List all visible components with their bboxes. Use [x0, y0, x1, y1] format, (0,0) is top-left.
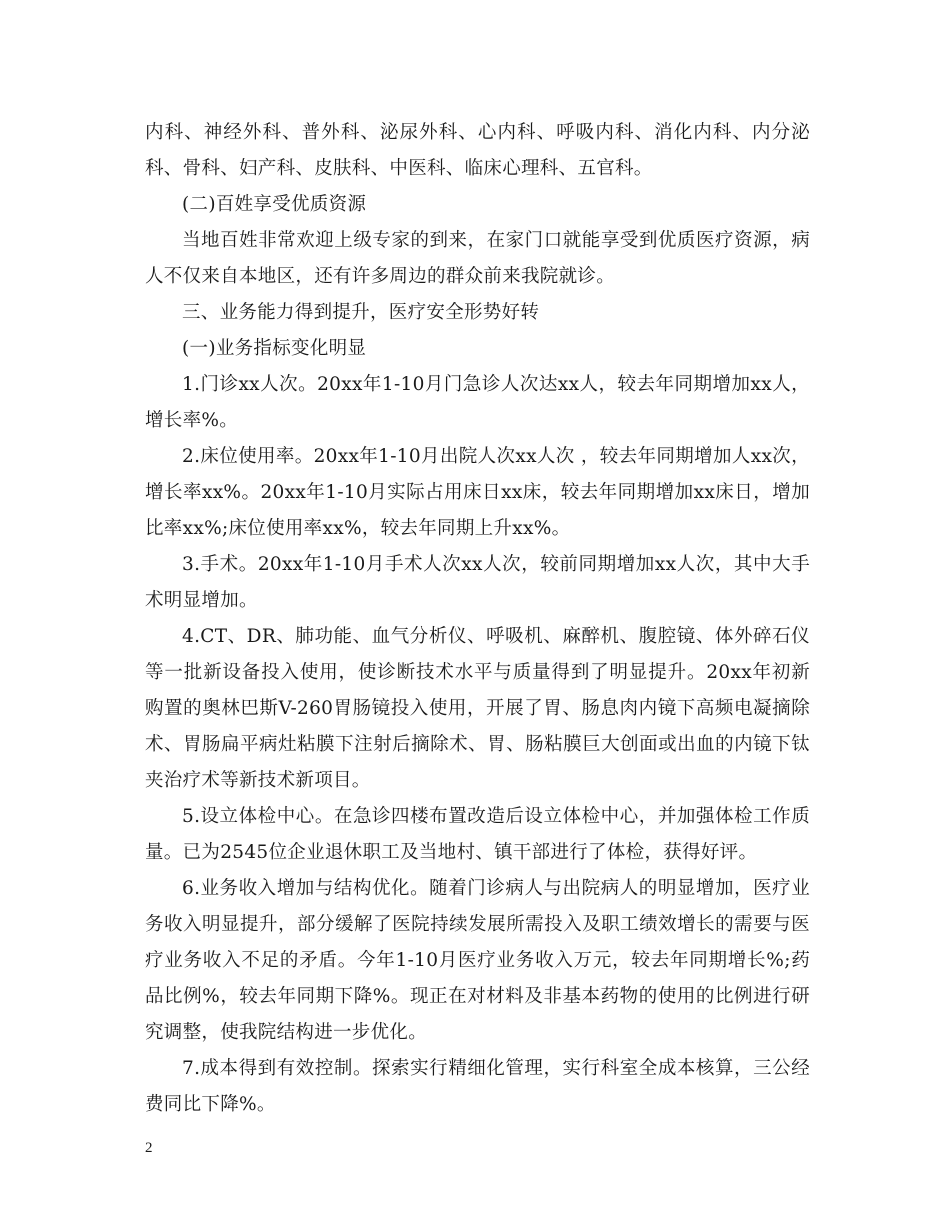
paragraph-bed-usage: 2.床位使用率。20xx年1-10月出院人次xx人次 ，较去年同期增加人xx次，增长率xx%。20xx年1-10月实际占用床日xx床，较去年同期增加xx床日，增加比率xx%;床位使用率xx%，较去年同期上升xx%。	[145, 446, 810, 539]
document-body	[145, 115, 810, 1123]
paragraph-checkup-center: 5.设立体检中心。在急诊四楼布置改造后设立体检中心，并加强体检工作质量。已为2545位企业退休职工及当地村、镇干部进行了体检，获得好评。	[145, 806, 810, 863]
page-number: 2	[145, 1140, 153, 1156]
heading-section-three: 三、业务能力得到提升，医疗安全形势好转	[182, 302, 540, 323]
paragraph-outpatient: 1.门诊xx人次。20xx年1-10月门急诊人次达xx人，较去年同期增加xx人，增长率%。	[145, 374, 810, 431]
heading-quality-resources: (二)百姓享受优质资源	[182, 194, 367, 215]
heading-indicators: (一)业务指标变化明显	[182, 338, 367, 359]
paragraph-experts: 当地百姓非常欢迎上级专家的到来，在家门口就能享受到优质医疗资源，病人不仅来自本地区，还有许多周边的群众前来我院就诊。	[145, 230, 810, 287]
paragraph-cost-control: 7.成本得到有效控制。探索实行精细化管理，实行科室全成本核算，三公经费同比下降%。	[145, 1058, 810, 1115]
paragraph-equipment: 4.CT、DR、肺功能、血气分析仪、呼吸机、麻醉机、腹腔镜、体外碎石仪等一批新设备投入使用，使诊断技术水平与质量得到了明显提升。20xx年初新购置的奥林巴斯V-260胃肠镜投入使用，开展了胃、肠息肉内镜下高频电凝摘除术、胃肠扁平病灶粘膜下注射后摘除术、胃、肠粘膜巨大创面或出血的内镜下钛夹治疗术等新技术新项目。	[145, 626, 810, 791]
paragraph-departments: 内科、神经外科、普外科、泌尿外科、心内科、呼吸内科、消化内科、内分泌科、骨科、妇产科、皮肤科、中医科、临床心理科、五官科。	[145, 122, 810, 179]
paragraph-surgery: 3.手术。20xx年1-10月手术人次xx人次，较前同期增加xx人次，其中大手术明显增加。	[145, 554, 810, 611]
paragraph-revenue: 6.业务收入增加与结构优化。随着门诊病人与出院病人的明显增加，医疗业务收入明显提升，部分缓解了医院持续发展所需投入及职工绩效增长的需要与医疗业务收入不足的矛盾。今年1-10月医疗业务收入万元，较去年同期增长%;药品比例%，较去年同期下降%。现正在对材料及非基本药物的使用的比例进行研究调整，使我院结构进一步优化。	[145, 878, 810, 1043]
